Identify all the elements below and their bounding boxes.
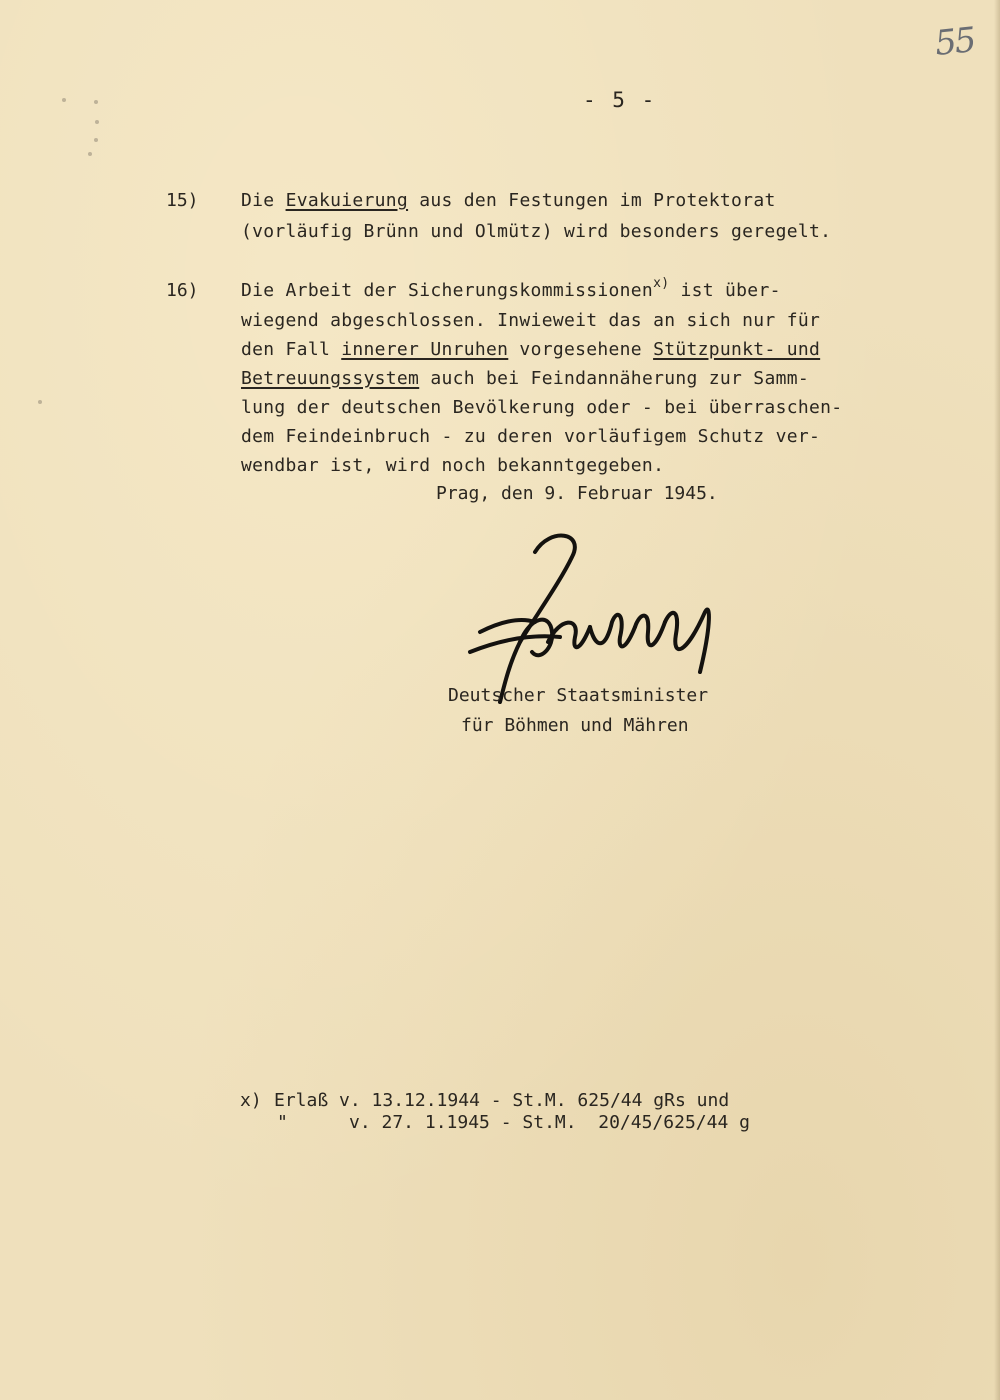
margin-speck (62, 98, 66, 102)
margin-speck (94, 100, 98, 104)
footnote-line-2: v. 27. 1.1945 - St.M. 20/45/625/44 g (349, 1112, 750, 1133)
item-15-line-1 (241, 190, 776, 211)
item-16-line-1 (241, 276, 781, 301)
text-run: auch bei Feindannäherung zur Samm- (419, 368, 809, 389)
text-run: dem Feindeinbruch - zu deren vorläufigem Schutz ver- (241, 426, 821, 447)
footnote-marker: x) (240, 1090, 262, 1111)
text-run: aus den Festungen im Protektorat (408, 190, 776, 211)
page-number: - 5 - (583, 88, 657, 112)
underlined-term: Betreuungssystem (241, 368, 420, 389)
footnote-ditto-mark: " (277, 1112, 288, 1133)
margin-speck (88, 152, 92, 156)
item-16-line-7 (241, 455, 664, 476)
text-run: ist über- (669, 280, 781, 301)
text-run: Die (241, 190, 286, 211)
text-run: lung der deutschen Bevölkerung oder - bei überraschen- (241, 397, 843, 418)
text-run: den Fall (241, 339, 342, 360)
text-run: Die Arbeit der Sicherungskommissionen (241, 280, 654, 301)
margin-speck (38, 400, 42, 404)
item-16-line-4 (241, 368, 809, 389)
item-16-line-6 (241, 426, 820, 447)
footnote-reference: x) (653, 276, 670, 291)
margin-speck (94, 138, 98, 142)
item-16-line-5 (241, 397, 842, 418)
archive-page-mark: 55 (933, 20, 977, 64)
date-line: Prag, den 9. Februar 1945. (436, 483, 718, 504)
text-run: wendbar ist, wird noch bekanntgegeben. (241, 455, 665, 476)
item-number-16: 16) (166, 280, 199, 301)
signatory-title-line-1: Deutscher Staatsminister (448, 685, 709, 706)
underlined-term: Stützpunkt- und (653, 339, 821, 360)
text-run: (vorläufig Brünn und Olmütz) wird besonders geregelt. (241, 221, 832, 242)
handwritten-signature (440, 522, 740, 712)
item-number-15: 15) (166, 190, 199, 211)
underlined-term: innerer Unruhen (341, 339, 509, 360)
underlined-term: Evakuierung (285, 190, 409, 211)
signatory-title-line-2: für Böhmen und Mähren (461, 715, 689, 736)
margin-speck (95, 120, 99, 124)
item-16-line-2 (241, 310, 820, 331)
text-run: vorgesehene (508, 339, 654, 360)
item-16-line-3 (241, 339, 820, 360)
text-run: wiegend abgeschlossen. Inwieweit das an sich nur für (241, 310, 821, 331)
item-15-line-2 (241, 221, 831, 242)
paper-edge-shadow (994, 0, 1000, 1400)
footnote-line-1: Erlaß v. 13.12.1944 - St.M. 625/44 gRs und (274, 1090, 730, 1111)
